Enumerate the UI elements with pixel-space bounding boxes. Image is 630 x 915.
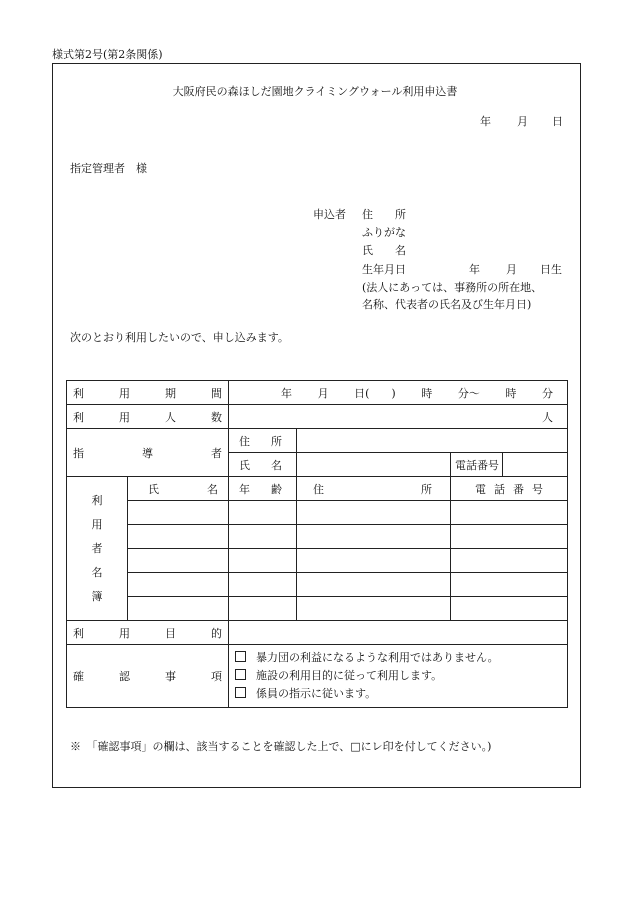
confirm-items [229,645,568,708]
roster-cell-name[interactable] [128,549,229,573]
date-day: 日 [552,115,563,128]
period-minute-end: 分 [541,386,553,400]
roster-cell-name[interactable] [128,573,229,597]
count-label: 利用人数 [67,405,229,429]
instructor-name-label: 氏 名 [229,453,297,477]
checkbox-icon[interactable] [235,651,246,662]
count-row [67,405,568,429]
applicant-note-1: (法人にあっては、事務所の所在地、 [362,281,543,294]
applicant-address-label: 住 所 [362,208,406,221]
roster-cell-address[interactable] [297,597,451,621]
count-field[interactable] [229,405,568,429]
roster-cell-phone[interactable] [451,597,568,621]
roster-cell-age[interactable] [229,549,297,573]
roster-row [67,501,568,525]
period-label: 利用期間 [67,381,229,405]
birth-day: 日生 [540,263,562,276]
roster-cell-address[interactable] [297,573,451,597]
applicant-label: 申込者 [313,208,346,221]
applicant-birth-label: 生年月日 [362,263,406,276]
birth-year: 年 [469,263,480,276]
instructor-phone-field[interactable] [503,453,568,477]
form-label: 様式第2号(第2条関係) [52,48,163,61]
period-minute-start: 分〜 [457,386,480,400]
instructor-phone-label: 電話番号 [451,453,503,477]
period-day: 日( ) [354,386,396,400]
period-hour-start: 時 [421,386,433,400]
period-row [67,381,568,405]
roster-cell-address[interactable] [297,525,451,549]
addressee: 指定管理者 様 [70,162,147,175]
roster-row [67,573,568,597]
roster-cell-name[interactable] [128,525,229,549]
applicant-name-label: 氏 名 [362,244,406,257]
roster-row [67,525,568,549]
roster-label: 利 用 者 名 簿 [67,477,128,621]
intro-text: 次のとおり利用したいので、申し込みます。 [70,331,289,344]
roster-cell-phone[interactable] [451,501,568,525]
roster-row [67,549,568,573]
checkbox-icon[interactable] [235,669,246,680]
roster-cell-name[interactable] [128,597,229,621]
roster-cell-age[interactable] [229,597,297,621]
instructor-address-row [67,429,568,453]
instructor-address-field[interactable] [297,429,568,453]
roster-header-age: 年齢 [229,477,297,501]
roster-cell-phone[interactable] [451,549,568,573]
footnote: ※ 「確認事項」の欄は、該当することを確認した上で、□にレ印を付してください。) [70,740,492,753]
period-hour-end: 時 [505,386,517,400]
application-table [66,380,568,708]
roster-cell-phone[interactable] [451,525,568,549]
roster-header-row [67,477,568,501]
roster-cell-phone[interactable] [451,573,568,597]
count-unit: 人 [542,410,554,424]
purpose-label: 利用目的 [67,621,229,645]
confirm-item[interactable]: 係員の指示に従います。 [235,685,561,703]
roster-cell-address[interactable] [297,549,451,573]
roster-header-name: 氏名 [128,477,229,501]
roster-cell-age[interactable] [229,525,297,549]
date-month: 月 [517,115,528,128]
roster-cell-age[interactable] [229,501,297,525]
instructor-name-field[interactable] [297,453,451,477]
confirm-item[interactable]: 暴力団の利益になるような利用ではありません。 [235,649,561,667]
period-month: 月 [317,386,329,400]
checkbox-icon[interactable] [235,687,246,698]
roster-header-phone: 電話番号 [451,477,568,501]
instructor-label: 指導者 [67,429,229,477]
birth-month: 月 [506,263,517,276]
period-year: 年 [281,386,292,400]
applicant-furigana-label: ふりがな [362,226,406,239]
date-year: 年 [480,115,491,128]
purpose-field[interactable] [229,621,568,645]
applicant-note-2: 名称、代表者の氏名及び生年月日) [362,298,532,311]
confirm-item[interactable]: 施設の利用目的に従って利用します。 [235,667,561,685]
roster-cell-address[interactable] [297,501,451,525]
period-field[interactable] [229,381,568,405]
confirm-label: 確認事項 [67,645,229,708]
form-title: 大阪府民の森ほしだ園地クライミングウォール利用申込書 [172,85,458,98]
roster-cell-age[interactable] [229,573,297,597]
roster-row [67,597,568,621]
instructor-address-label: 住 所 [229,429,297,453]
purpose-row [67,621,568,645]
roster-header-address: 住所 [297,477,451,501]
confirm-row [67,645,568,708]
roster-cell-name[interactable] [128,501,229,525]
